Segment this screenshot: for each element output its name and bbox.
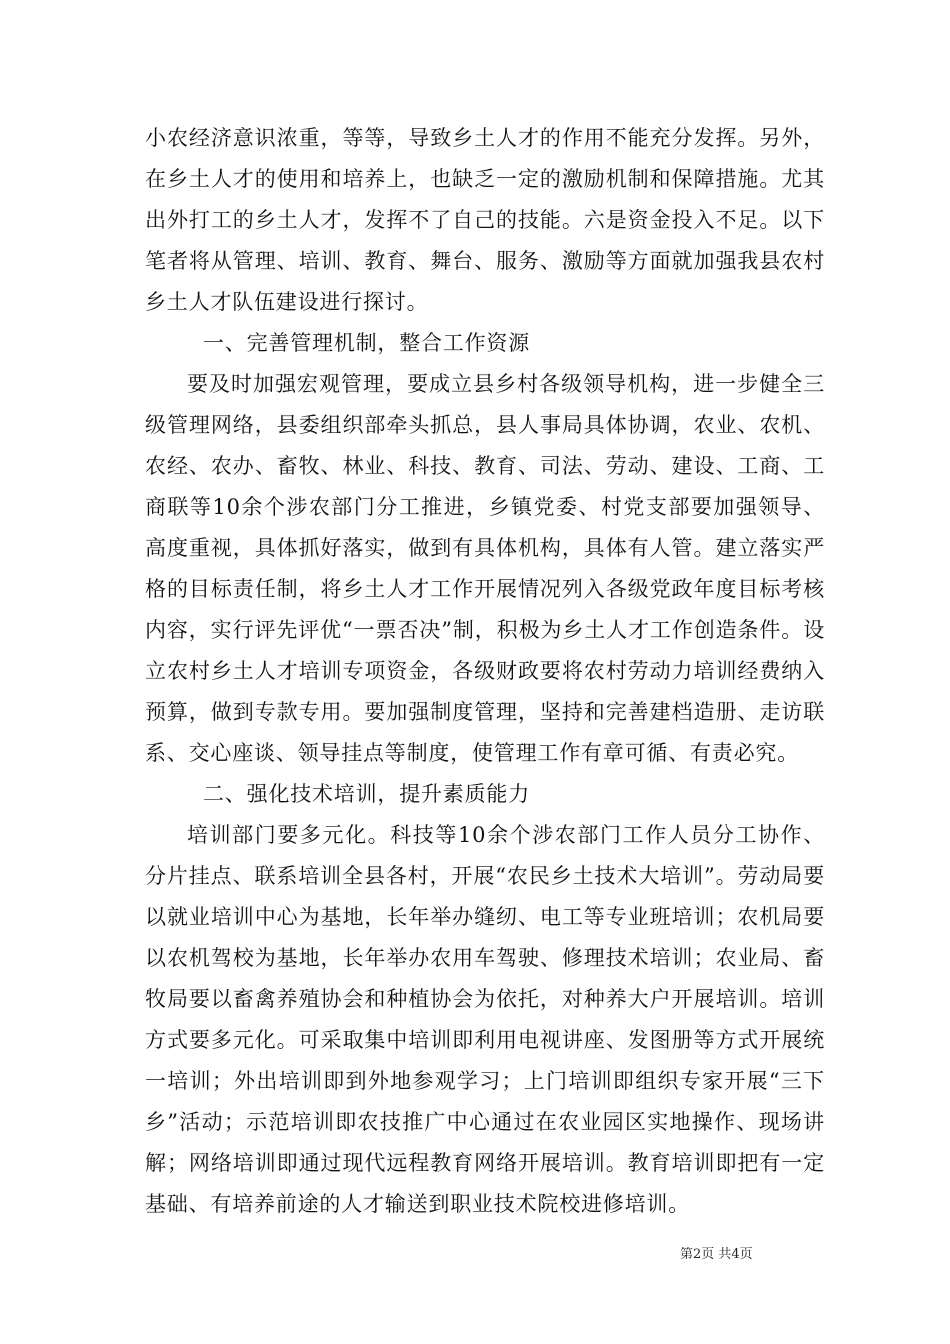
- paragraph-continued: 小农经济意识浓重，等等，导致乡土人才的作用不能充分发挥。另外，在乡土人才的使用和培养上，也缺乏一定的激励机制和保障措施。尤其出外打工的乡土人才，发挥不了自己的技能。六是资金投入不足。以下笔者将从管理、培训、教育、舞台、服务、激励等方面就加强我县农村乡土人才队伍建设进行探讨。: [145, 126, 825, 314]
- document-body: [145, 118, 825, 1225]
- section-heading-1: 一、完善管理机制，整合工作资源: [203, 331, 530, 355]
- section-heading-2: 二、强化技术培训，提升素质能力: [203, 782, 530, 806]
- paragraph-management: 要及时加强宏观管理，要成立县乡村各级领导机构，进一步健全三级管理网络，县委组织部牵头抓总，县人事局具体协调，农业、农机、农经、农办、畜牧、林业、科技、教育、司法、劳动、建设、工商、工商联等10余个涉农部门分工推进，乡镇党委、村党支部要加强领导、高度重视，具体抓好落实，做到有具体机构，具体有人管。建立落实严格的目标责任制，将乡土人才工作开展情况列入各级党政年度目标考核内容，实行评先评优“一票否决”制，积极为乡土人才工作创造条件。设立农村乡土人才培训专项资金，各级财政要将农村劳动力培训经费纳入预算，做到专款专用。要加强制度管理，坚持和完善建档造册、走访联系、交心座谈、领导挂点等制度，使管理工作有章可循、有责必究。: [145, 372, 825, 765]
- paragraph-training: 培训部门要多元化。科技等10余个涉农部门工作人员分工协作、分片挂点、联系培训全县各村，开展“农民乡土技术大培训”。劳动局要以就业培训中心为基地，长年举办缝纫、电工等专业班培训；农机局要以农机驾校为基地，长年举办农用车驾驶、修理技术培训；农业局、畜牧局要以畜禽养殖协会和种植协会为依托，对种养大户开展培训。培训方式要多元化。可采取集中培训即利用电视讲座、发图册等方式开展统一培训；外出培训即到外地参观学习；上门培训即组织专家开展“三下乡”活动；示范培训即农技推广中心通过在农业园区实地操作、现场讲解；网络培训即通过现代远程教育网络开展培训。教育培训即把有一定基础、有培养前途的人才输送到职业技术院校进修培训。: [145, 823, 825, 1216]
- page-number-footer: 第2页 共4页: [680, 1247, 753, 1262]
